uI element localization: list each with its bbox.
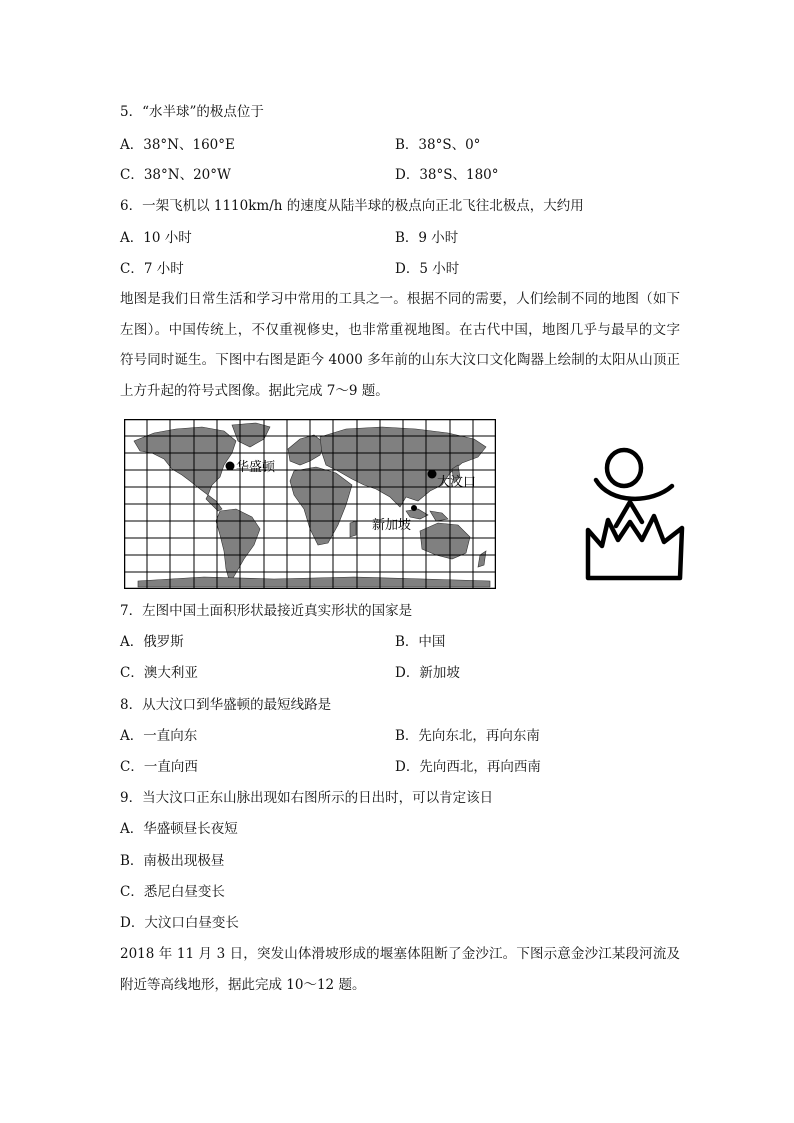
q8-option-d: D．先向西北，再向西南: [395, 759, 541, 775]
q9-option-a: A．华盛顿昼长夜短: [120, 821, 238, 837]
q9-option-c: C．悉尼白昼变长: [120, 884, 225, 900]
q5-option-c: C．38°N、20°W: [120, 167, 231, 183]
q8-option-a: A．一直向东: [120, 728, 198, 744]
q7-option-b: B．中国: [395, 634, 446, 650]
q9-stem: 9．当大汶口正东山脉出现如右图所示的日出时，可以肯定该日: [120, 790, 494, 806]
q8-option-c: C．一直向西: [120, 759, 198, 775]
q6-option-b: B．9 小时: [395, 230, 459, 246]
singapore-label: 新加坡: [372, 518, 412, 533]
world-map-figure: [124, 419, 496, 589]
q5-option-d: D．38°S、180°: [395, 167, 499, 183]
q5-option-b: B．38°S、0°: [395, 137, 481, 153]
q9-option-d: D．大汶口白昼变长: [120, 915, 239, 931]
washington-marker: [226, 462, 235, 471]
q8-option-b: B．先向东北，再向东南: [395, 728, 540, 744]
q6-option-c: C．7 小时: [120, 261, 184, 277]
q6-option-a: A．10 小时: [120, 230, 192, 246]
washington-label: 华盛顿: [236, 460, 276, 475]
intro-paragraph-10-12: 2018 年 11 月 3 日，突发山体滑坡形成的堰塞体阻断了金沙江。下图示意金沙江某段河流及附近等高线地形，据此完成 10～12 题。: [120, 946, 680, 993]
q7-option-a: A．俄罗斯: [120, 634, 184, 650]
dawenkou-marker: [428, 470, 437, 479]
q5-stem: 5．“水半球”的极点位于: [120, 104, 264, 120]
q8-stem: 8．从大汶口到华盛顿的最短线路是: [120, 697, 332, 713]
q7-stem: 7．左图中国土面积形状最接近真实形状的国家是: [120, 603, 413, 619]
q5-option-a: A．38°N、160°E: [120, 137, 235, 153]
q7-option-c: C．澳大利亚: [120, 665, 198, 681]
q6-stem: 6．一架飞机以 1110km/h 的速度从陆半球的极点向正北飞往北极点，大约用: [120, 198, 584, 214]
dawenkou-sun-symbol: [584, 438, 688, 586]
q7-option-d: D．新加坡: [395, 665, 460, 681]
singapore-marker: [411, 505, 417, 511]
intro-paragraph-7-9: 地图是我们日常生活和学习中常用的工具之一。根据不同的需要，人们绘制不同的地图（如下左图）。中国传统上，不仅重视修史，也非常重视地图。在古代中国，地图几乎与最早的文字符号同时诞生。下图中右图是距今 4000 多年前的山东大汶口文化陶器上绘制的太阳从山顶正上方升起的符号式图像。据此完成 7～9 题。: [120, 291, 680, 399]
dawenkou-label: 大汶口: [437, 475, 477, 490]
q9-option-b: B．南极出现极昼: [120, 853, 225, 869]
q6-option-d: D．5 小时: [395, 261, 460, 277]
